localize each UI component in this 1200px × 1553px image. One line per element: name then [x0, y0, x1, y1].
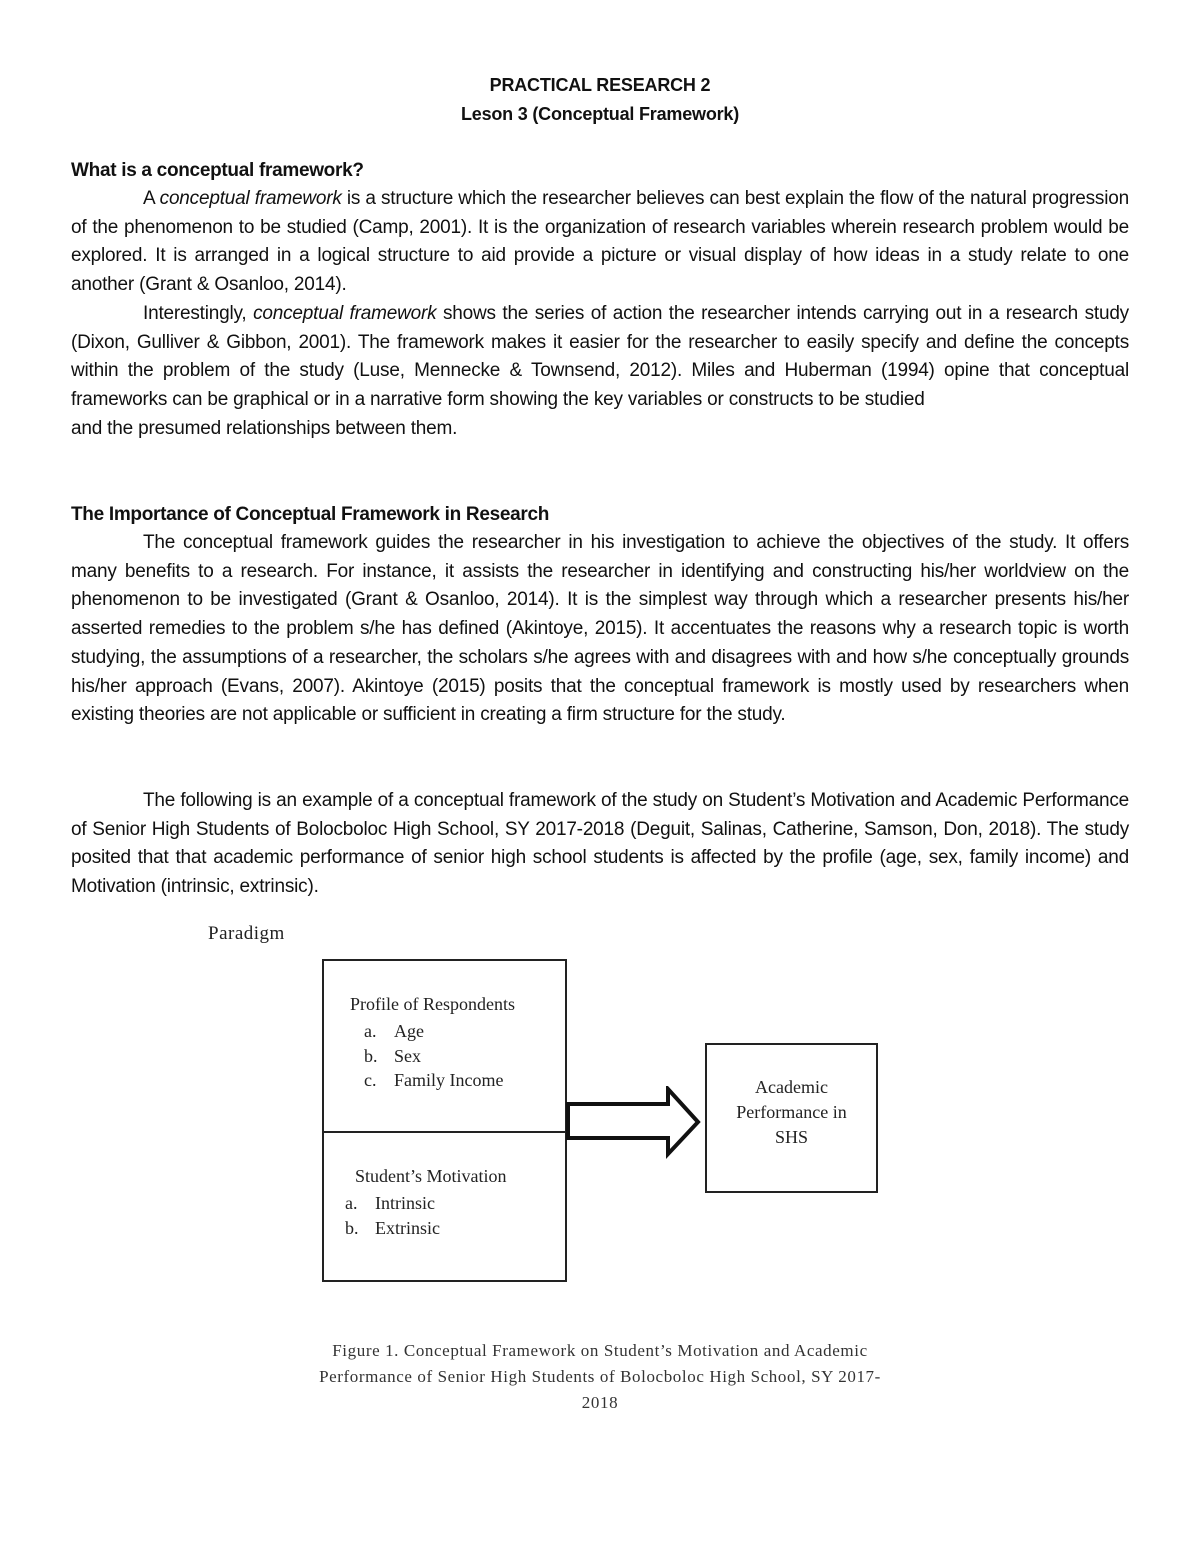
para-text: is a structure which the researcher believes can best explain the flow of the natural progression of the phenomenon to be studied (Camp, 2001). It is the organization of research variables wherein research problem would be explored. It is arranged in a logical structure to aid provide a picture or visual display of how ideas in a study relate to one another (Grant & Osanloo, 2014). [71, 188, 1129, 296]
para-trailing-line: and the presumed relationships between them. [71, 417, 458, 439]
para-italic-term: conceptual framework [159, 188, 342, 209]
document-subtitle: Leson 3 (Conceptual Framework) [460, 104, 740, 124]
paragraph-definition [71, 185, 1129, 300]
academic-performance-label: Academic Performance in SHS [736, 1077, 847, 1147]
figure-label-paradigm: Paradigm [208, 923, 285, 944]
section-heading-what-is: What is a conceptual framework? [71, 160, 364, 181]
box-title: Student’s Motivation [355, 1166, 507, 1186]
paragraph-interestingly [71, 300, 1129, 444]
list-item: a. Intrinsic [345, 1193, 435, 1213]
section-heading-importance: The Importance of Conceptual Framework in Research [71, 504, 550, 525]
document-title: PRACTICAL RESEARCH 2 [489, 75, 711, 95]
profile-of-respondents-box [322, 959, 567, 1134]
list-item: b. Extrinsic [345, 1217, 440, 1238]
para-text: shows the series of action the researcher intends carrying out in a research study (Dixon, Gulliver & Gibbon, 2001). The framework makes it easier for the researcher to easily specify and define the concepts within the problem of the study (Luse, Mennecke & Townsend, 2012). Miles and Huberman (1994) opine that conceptual frameworks can be graphical or in a narrative form showing the key variables or constructs to be studied [71, 303, 1129, 411]
motivation-list [345, 1191, 440, 1240]
para-text: The following is an example of a conceptual framework of the study on Student’s Motivation and Academic Performance of Senior High Students of Bolocboloc High School, SY 2017-2018 (Deguit, Salinas, Catherine, Samson, Don, 2018). The study posited that that academic performance of senior high school students is affected by the profile (age, sex, family income) and Motivation (intrinsic, extrinsic). [71, 790, 1129, 898]
academic-performance-box [705, 1043, 878, 1193]
paragraph-example [71, 787, 1129, 902]
para-lead: A [143, 188, 160, 209]
profile-list [364, 1019, 503, 1093]
para-italic-term: conceptual framework [253, 303, 437, 324]
list-item: b. Sex [364, 1045, 421, 1066]
para-text: The conceptual framework guides the researcher in his investigation to achieve the objectives of the study. It offers many benefits to a research. For instance, it assists the researcher in identifying and constructing his/her worldview on the phenomenon to be investigated (Grant & Osanloo, 2014). It is the simplest way through which a researcher presents his/her asserted remedies to the problem s/he has defined (Akintoye, 2015). It accentuates the reasons why a research topic is worth studying, the assumptions of a researcher, the scholars s/he agrees with and disagrees with and how s/he conceptually grounds his/her approach (Evans, 2007). Akintoye (2015) posits that the conceptual framework is mostly used by researchers when existing theories are not applicable or sufficient in creating a firm structure for the study. [71, 532, 1129, 726]
para-lead: Interestingly, [143, 303, 254, 324]
list-item: c. Family Income [364, 1070, 504, 1090]
paragraph-importance [71, 529, 1129, 730]
box-title: Profile of Respondents [350, 994, 515, 1014]
right-block-arrow-icon [564, 1086, 704, 1161]
list-item: a. Age [364, 1021, 424, 1041]
figure-caption: Figure 1. Conceptual Framework on Student’s Motivation and Academic Performance of Senior High Students of Bolocboloc High School, SY 2017- 2018 [319, 1341, 881, 1412]
students-motivation-box [322, 1131, 567, 1282]
